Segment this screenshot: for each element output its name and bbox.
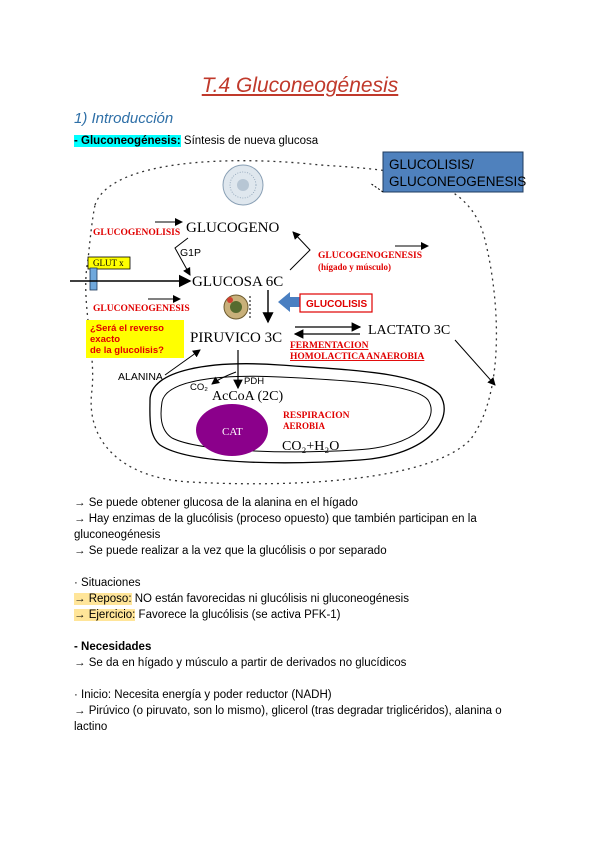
piruvico-label: PIRUVICO 3C [190, 330, 283, 346]
needs-heading: - Necesidades [74, 641, 152, 653]
glucosa-label: GLUCOSA 6C [192, 274, 284, 290]
glucolisis-arrow [278, 292, 300, 312]
definition-text: Síntesis de nueva glucosa [180, 135, 319, 147]
needs-line: → Pirúvico (o piruvato, son lo mismo), glicerol (tras degradar triglicéridos), alanina o [74, 705, 502, 717]
note-line: → Hay enzimas de la glucólisis (proceso opuesto) que también participan en la [74, 513, 477, 525]
question-line1: ¿Será el reverso [90, 323, 164, 334]
definition-line [74, 135, 318, 147]
note-line: → Se puede realizar a la vez que la glucólisis o por separado [74, 545, 387, 557]
glucogenogenesis-label: GLUCOGENOGENESIS [318, 251, 422, 261]
acoa-label: AcCoA (2C) [212, 389, 284, 404]
glucolisis-label: GLUCOLISIS [306, 299, 368, 310]
higado-musculo-label: (hígado y músculo) [318, 262, 392, 272]
ejercicio-text: Favorece la glucólisis (se activa PFK-1) [135, 609, 341, 621]
alanina-label: ALANINA [118, 371, 163, 383]
inicio-line: · Inicio: Necesita energía y poder reductor (NADH) [74, 689, 332, 701]
question-line3: de la glucolisis? [90, 345, 164, 356]
g1p-label: G1P [180, 247, 202, 259]
lactato-label: LACTATO 3C [368, 323, 451, 338]
question-line2: exacto [90, 334, 121, 345]
enzyme-icon [224, 295, 248, 319]
glucogenolisis-label: GLUCOGENOLISIS [93, 228, 181, 238]
respiracion-line1: RESPIRACION [283, 411, 350, 421]
needs-line: → Se da en hígado y músculo a partir de derivados no glucídicos [74, 657, 407, 669]
reposo-text: NO están favorecidas ni glucólisis ni gluconeogénesis [131, 593, 409, 605]
note-line: → Se puede obtener glucosa de la alanina en el hígado [74, 497, 358, 509]
definition-term: - Gluconeogénesis: [74, 135, 181, 147]
cat-label: CAT [222, 426, 243, 438]
respiracion-line2: AEROBIA [283, 421, 326, 431]
box-title-line2: GLUCONEOGENESIS [389, 174, 527, 189]
glycogen-icon [223, 165, 263, 205]
pdh-label: PDH [244, 376, 265, 387]
gluconeogenesis-label: GLUCONEOGENESIS [93, 304, 190, 314]
notes-block [74, 495, 544, 735]
fermentacion-line2: HOMOLACTICA ANAEROBIA [290, 352, 425, 362]
section-heading: 1) Introducción [74, 110, 174, 127]
glut-label: GLUT x [93, 258, 124, 268]
reposo-label: → Reposo: [74, 593, 132, 605]
ejercicio-line [74, 607, 544, 623]
page-title: T.4 Gluconeogénesis [201, 74, 399, 97]
co2-h2o-label: CO₂+H₂O [282, 439, 340, 454]
situations-heading: · Situaciones [74, 577, 141, 589]
fermentacion-line1: FERMENTACION [290, 341, 369, 351]
co2-small-label: CO₂ [190, 382, 208, 393]
reposo-line [74, 591, 544, 607]
box-title-line1: GLUCOLISIS/ [389, 157, 474, 172]
ejercicio-label: → Ejercicio: [74, 609, 136, 621]
glucogeno-label: GLUCOGENO [186, 220, 280, 236]
glut-transporter [90, 268, 97, 290]
needs-line: lactino [74, 721, 108, 733]
metabolism-diagram [0, 150, 600, 495]
note-line: gluconeogénesis [74, 529, 161, 541]
